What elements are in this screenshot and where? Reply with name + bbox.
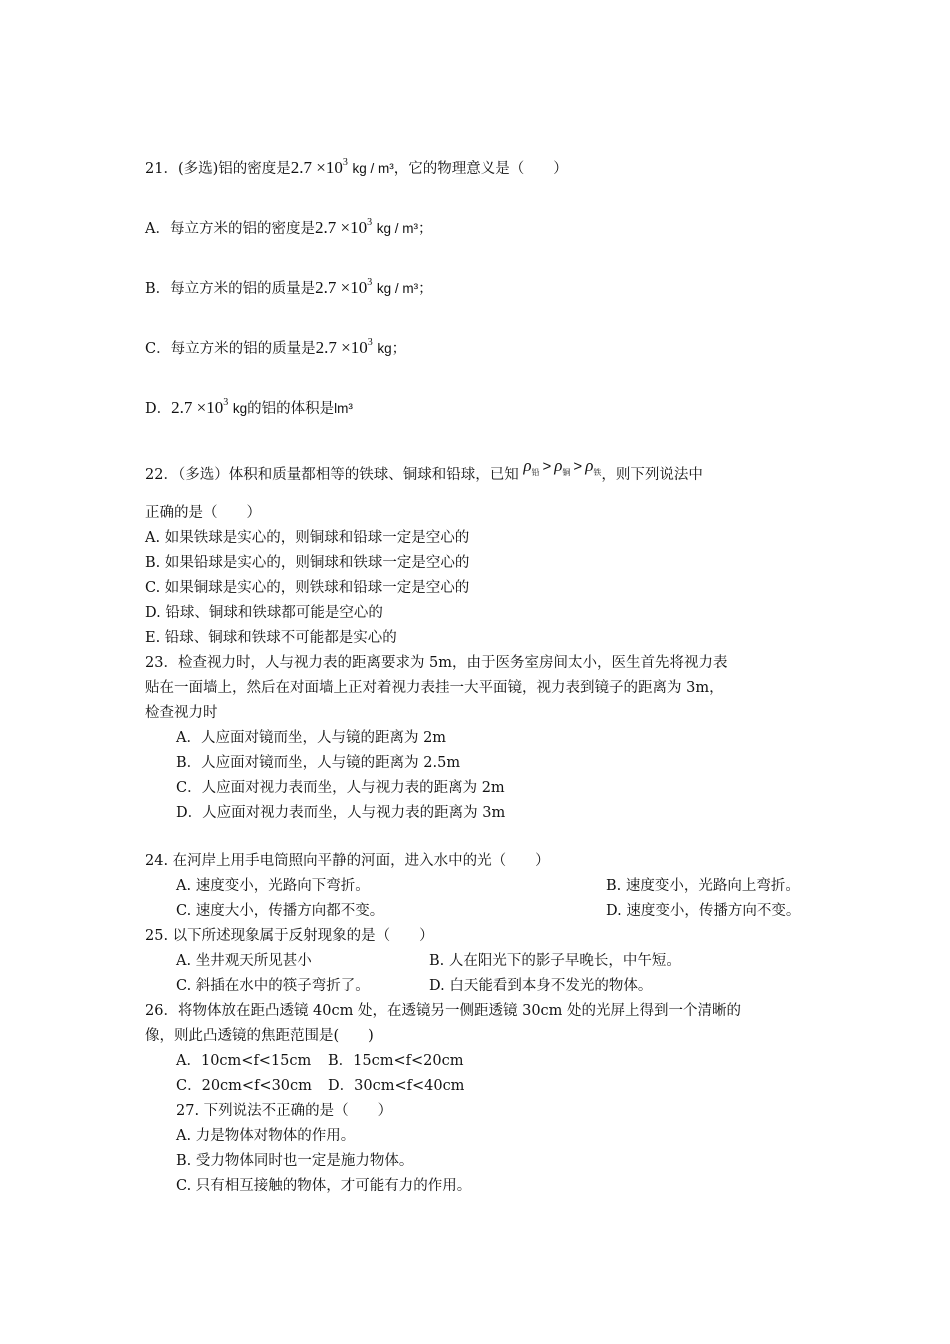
- option-label: D．: [145, 401, 172, 417]
- unit: kg: [377, 341, 392, 356]
- option-text: 每立方米的铝的密度是: [169, 221, 315, 237]
- rho-symbol: ρ: [554, 456, 563, 475]
- option-label: A．: [145, 221, 170, 237]
- formula-exp: 3: [367, 217, 373, 228]
- rho-symbol: ρ: [585, 456, 594, 475]
- q26-stem-line1: 26．将物体放在距凸透镜 40cm 处，在透镜另一侧距透镜 30cm 处的光屏上得到一个清晰的: [145, 1003, 742, 1019]
- q26-option-c: C．20cm<f<30cm: [176, 1078, 312, 1094]
- formula-exp: 3: [223, 397, 229, 408]
- rho-subscript: 铅: [531, 468, 540, 477]
- formula-num: 2.7 ×10: [315, 338, 368, 357]
- q22-option-a: A. 如果铁球是实心的，则铜球和铅球一定是空心的: [145, 530, 470, 546]
- formula-exp: 3: [367, 337, 373, 348]
- q25-option-a: A. 坐井观天所见甚小: [176, 953, 312, 969]
- option-text: 每立方米的铝的质量是: [170, 281, 316, 297]
- option-end: ；: [418, 281, 433, 297]
- q21-formula-exp: 3: [342, 157, 348, 168]
- volume-value: lm³: [334, 401, 353, 416]
- q23-stem-line3: 检查视力时: [145, 705, 218, 721]
- q23-option-c: C．人应面对视力表而坐，人与视力表的距离为 2m: [176, 780, 505, 796]
- rho-symbol: ρ: [523, 456, 532, 475]
- q21-option-d: [145, 398, 353, 421]
- q25-stem: 25. 以下所述现象属于反射现象的是（ ）: [145, 928, 434, 944]
- q22-stem-text: 22．（多选）体积和质量都相等的铁球、铜球和铅球，已知: [145, 467, 519, 483]
- greater-than: >: [542, 458, 552, 475]
- q26-option-d: D．30cm<f<40cm: [328, 1078, 465, 1094]
- q23-option-b: B．人应面对镜而坐，人与镜的距离为 2.5m: [176, 755, 461, 771]
- unit: kg / m³: [376, 221, 418, 236]
- q23-option-a: A．人应面对镜而坐，人与镜的距离为 2m: [176, 730, 447, 746]
- formula-exp: 3: [367, 277, 373, 288]
- q21-formula-num: 2.7 ×10: [290, 158, 343, 177]
- q22-option-c: C. 如果铜球是实心的，则铁球和铅球一定是空心的: [145, 580, 470, 596]
- q21-option-b: [145, 278, 433, 301]
- q26-options-row2: [176, 1076, 465, 1096]
- q26-options-row1: [176, 1051, 464, 1071]
- q24-option-d: D. 速度变小，传播方向不变。: [606, 903, 801, 919]
- formula-num: 2.7 ×10: [314, 218, 368, 237]
- q27-option-a: A. 力是物体对物体的作用。: [176, 1128, 356, 1144]
- q26-option-b: B．15cm<f<20cm: [328, 1053, 464, 1069]
- q25-option-c: C. 斜插在水中的筷子弯折了。: [176, 978, 370, 994]
- q22-option-e: E. 铅球、铜球和铁球不可能都是实心的: [145, 630, 397, 646]
- option-text: 的铝的体积是: [247, 401, 335, 417]
- q21-stem-after: ，它的物理意义是（ ）: [393, 161, 568, 177]
- q24-option-b: B. 速度变小，光路向上弯折。: [606, 878, 800, 894]
- q21-stem-text: 21．(多选)铝的密度是: [145, 161, 291, 177]
- rho-subscript: 铜: [562, 468, 571, 477]
- q21-option-a: [145, 218, 432, 241]
- q22-option-b: B. 如果铅球是实心的，则铜球和铁球一定是空心的: [145, 555, 470, 571]
- q23-stem-line1: 23．检查视力时，人与视力表的距离要求为 5m，由于医务室房间太小，医生首先将视力表: [145, 655, 728, 671]
- q21-stem: [145, 158, 568, 181]
- q27-option-c: C. 只有相互接触的物体，才可能有力的作用。: [176, 1178, 472, 1194]
- q23-option-d: D．人应面对视力表而坐，人与视力表的距离为 3m: [176, 805, 506, 821]
- q25-option-b: B. 人在阳光下的影子早晚长，中午短。: [429, 953, 681, 969]
- option-text: 每立方米的铝的质量是: [170, 341, 316, 357]
- q25-options-row2: [176, 976, 653, 996]
- q26-option-a: A．10cm<f<15cm: [176, 1053, 312, 1069]
- q23-stem-line2: 贴在一面墙上，然后在对面墙上正对着视力表挂一大平面镜，视力表到镜子的距离为 3m，: [145, 680, 724, 696]
- q22-option-d: D. 铅球、铜球和铁球都可能是空心的: [145, 605, 383, 621]
- q25-option-d: D. 白天能看到本身不发光的物体。: [429, 978, 653, 994]
- q24-stem: 24. 在河岸上用手电筒照向平静的河面，进入水中的光（ ）: [145, 853, 550, 869]
- option-end: ；: [417, 221, 433, 237]
- q24-option-c: C. 速度大小，传播方向都不变。: [176, 903, 385, 919]
- option-label: C．: [145, 341, 171, 357]
- greater-than: >: [573, 458, 583, 475]
- unit: kg: [232, 401, 248, 416]
- q25-options-row1: [176, 951, 681, 971]
- q22-stem-line2: 正确的是（ ）: [145, 505, 261, 521]
- q27-option-b: B. 受力物体同时也一定是施力物体。: [176, 1153, 414, 1169]
- q21-unit: kg / m³: [352, 161, 394, 176]
- q26-stem-line2: 像，则此凸透镜的焦距范围是( ): [145, 1028, 374, 1044]
- q24-option-a: A. 速度变小，光路向下弯折。: [176, 878, 370, 894]
- q22-stem-after: ，则下列说法中: [601, 467, 703, 483]
- q22-stem: [145, 456, 703, 487]
- q24-options-row2: [176, 901, 801, 921]
- option-end: ；: [391, 341, 407, 357]
- q21-option-c: [145, 338, 406, 361]
- formula-num: 2.7 ×10: [171, 398, 224, 417]
- q24-options-row1: [176, 876, 800, 896]
- q22-density-relation: [523, 456, 602, 477]
- rho-subscript: 铁: [593, 468, 602, 477]
- formula-num: 2.7 ×10: [315, 278, 368, 297]
- q27-stem: 27. 下列说法不正确的是（ ）: [176, 1103, 393, 1119]
- option-label: B．: [145, 281, 171, 297]
- unit: kg / m³: [376, 281, 419, 296]
